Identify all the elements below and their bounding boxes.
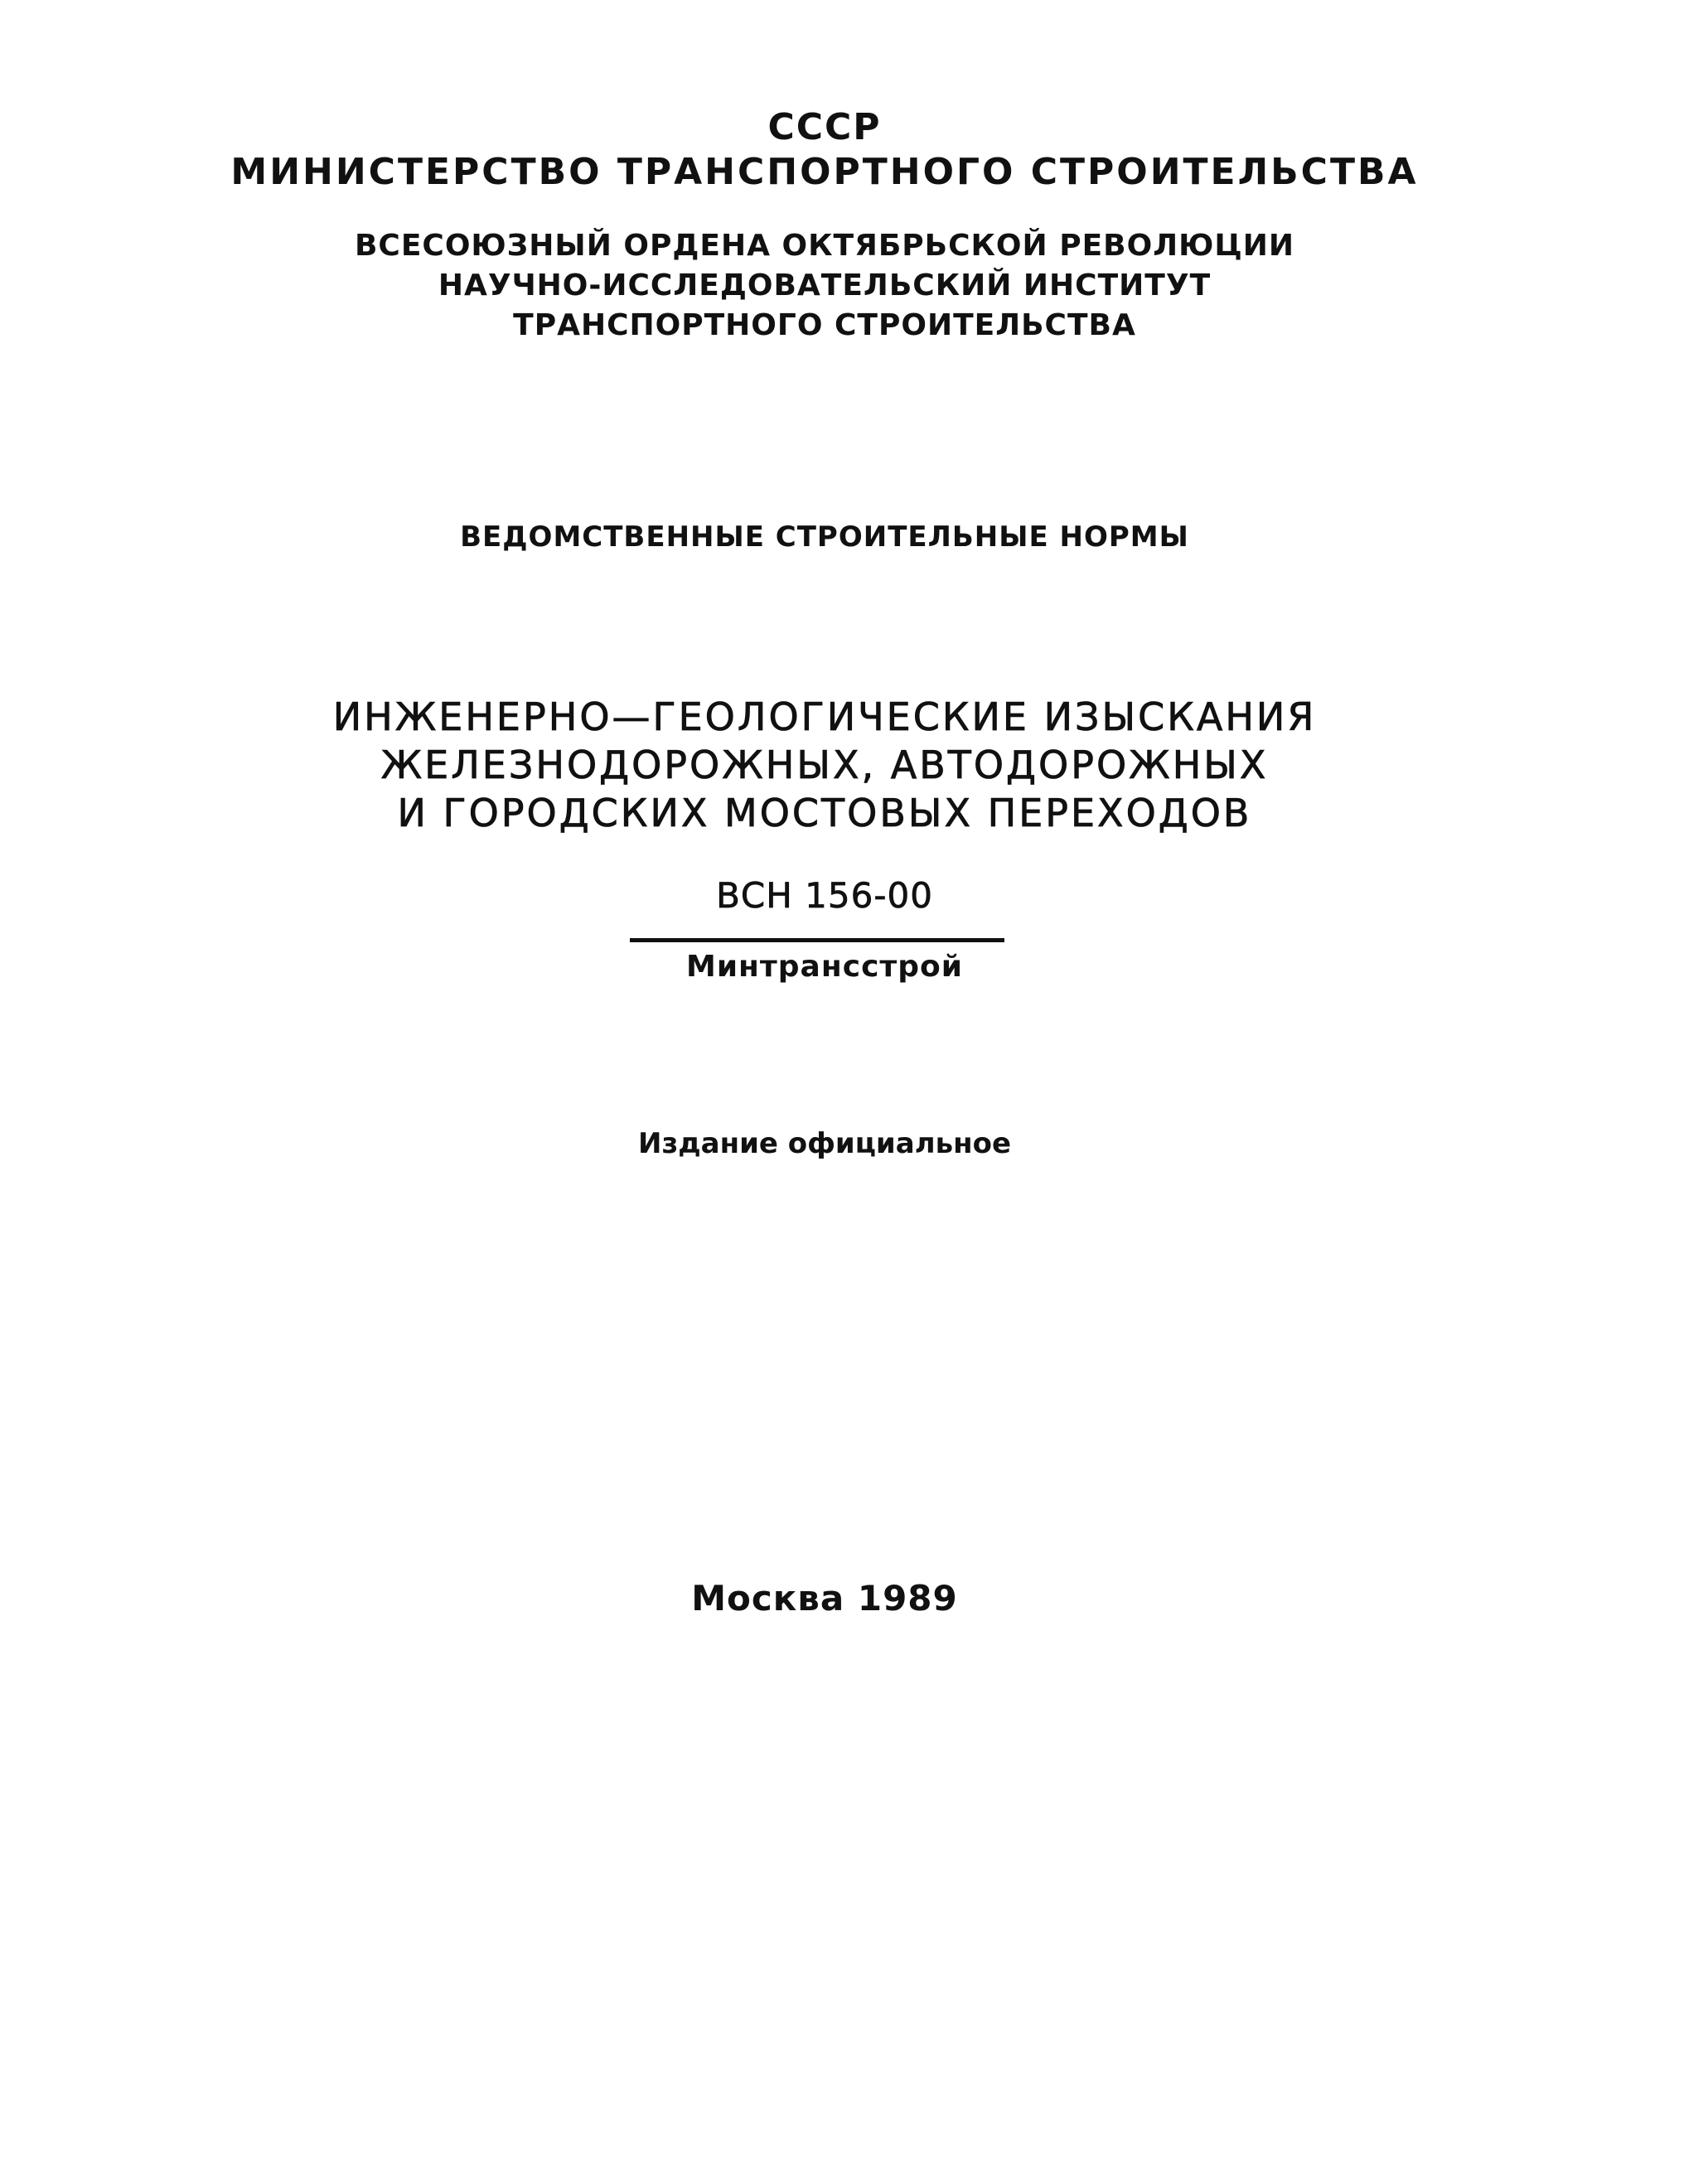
document-code: ВСН 156-00 [716,875,933,916]
institute-line-2: НАУЧНО-ИССЛЕДОВАТЕЛЬСКИЙ ИНСТИТУТ [438,269,1212,302]
norms-type: ВЕДОМСТВЕННЫЕ СТРОИТЕЛЬНЫЕ НОРМЫ [460,520,1189,554]
document-title-line-1: ИНЖЕНЕРНО—ГЕОЛОГИЧЕСКИЕ ИЗЫСКАНИЯ [332,694,1317,739]
institute-line-1: ВСЕСОЮЗНЫЙ ОРДЕНА ОКТЯБРЬСКОЙ РЕВОЛЮЦИИ [354,229,1295,263]
document-title-line-2: ЖЕЛЕЗНОДОРОЖНЫХ, АВТОДОРОЖНЫХ [380,743,1269,787]
code-divider [630,938,1004,942]
imprint-city-year: Москва 1989 [691,1578,958,1619]
ministry-name: МИНИСТЕРСТВО ТРАНСПОРТНОГО СТРОИТЕЛЬСТВА [230,151,1419,193]
country-name: СССР [767,106,882,148]
issuing-agency: Минтрансстрой [686,950,963,984]
document-title-line-3: И ГОРОДСКИХ МОСТОВЫХ ПЕРЕХОДОВ [397,791,1252,835]
institute-line-3: ТРАНСПОРТНОГО СТРОИТЕЛЬСТВА [513,308,1136,342]
edition-note: Издание официальное [637,1127,1012,1160]
